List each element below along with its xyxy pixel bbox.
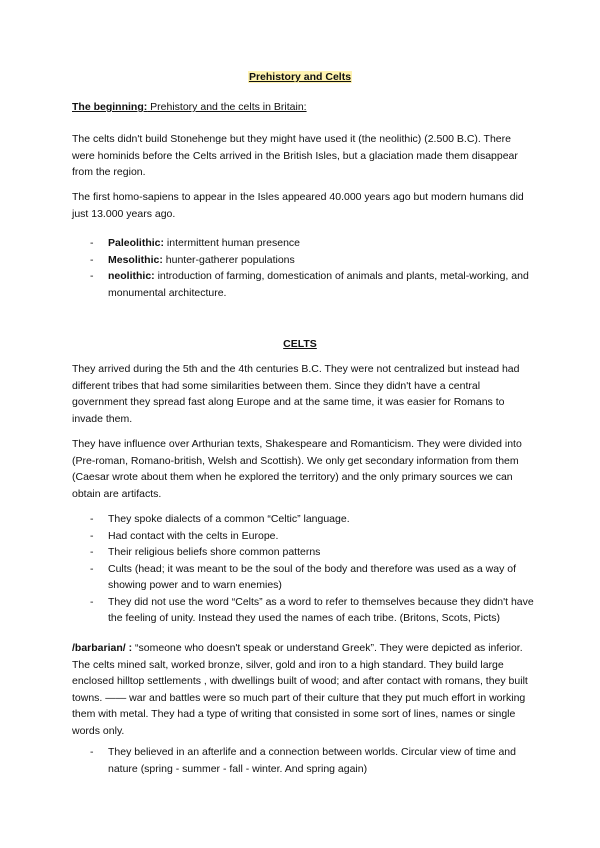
paragraph-influence: They have influence over Arthurian texts, Shakespeare and Romanticism. They were divided into (Pre-roman, Romano-british, Welsh and Scottish). We only get secondary information from them (Caesar wrote about them when he explored the territory) and the only primary sources we can obtain are artifacts. [72,438,522,500]
paragraph-stonehenge: The celts didn't build Stonehenge but they might have used it (the neolithic) (2.500 B.C). There were hominids before the Celts arrived in the British Isles, but a glaciation made them disappear from the region. [72,133,518,178]
list-item: - They did not use the word “Celts” as a word to refer to themselves because they didn't have the feeling of unity. Instead they used the names of each tribe. (Britons, Scots, Picts) [72,594,534,627]
list-item: - Cults (head; it was meant to be the soul of the body and therefore was used as a way of showing power and to warn enemies) [72,561,534,594]
list-item: - neolithic: introduction of farming, domestication of animals and plants, metal-working, and monumental architecture. [72,268,534,301]
list-item: - They spoke dialects of a common “Celtic” language. [72,511,534,528]
list-item: - Paleolithic: intermittent human presence [72,235,534,252]
list-item: - Had contact with the celts in Europe. [72,528,534,545]
list-item: - They believed in an afterlife and a connection between worlds. Circular view of time and nature (spring - summer - fall - winter. And spring again) [72,744,534,777]
beliefs-list [72,744,534,777]
paragraph-homo-sapiens: The first homo-sapiens to appear in the Isles appeared 40.000 years ago but modern humans did just 13.000 years ago. [72,191,524,220]
facts-list [72,511,534,627]
paragraph-arrival: They arrived during the 5th and the 4th centuries B.C. They were not centralized but instead had different tribes that had some similarities between them. Since they didn't have a central government they spread fast along Europe and at the same time, it was easier for Romans to invade them. [72,363,520,425]
document-title: Prehistory and Celts [248,71,352,83]
list-item: - Their religious beliefs shore common patterns [72,544,534,561]
section-heading-celts: CELTS [283,338,317,350]
paragraph-barbarian: /barbarian/ : “someone who doesn't speak or understand Greek”. They were depicted as inferior. The celts mined salt, worked bronze, silver, gold and iron to a high standard. They build large enclosed hilltop settlements , with dwellings built of wood; and after contact with romans, they built towns. —— war and battles were so much part of their culture that they put much effort in working them with metal. They had a type of writing that consisted in some sort of lines, names or single words only. [72,642,528,737]
list-item: - Mesolithic: hunter-gatherer populations [72,252,534,269]
periods-list [72,235,534,301]
section-heading-beginning: The beginning: Prehistory and the celts in Britain: [72,101,307,113]
